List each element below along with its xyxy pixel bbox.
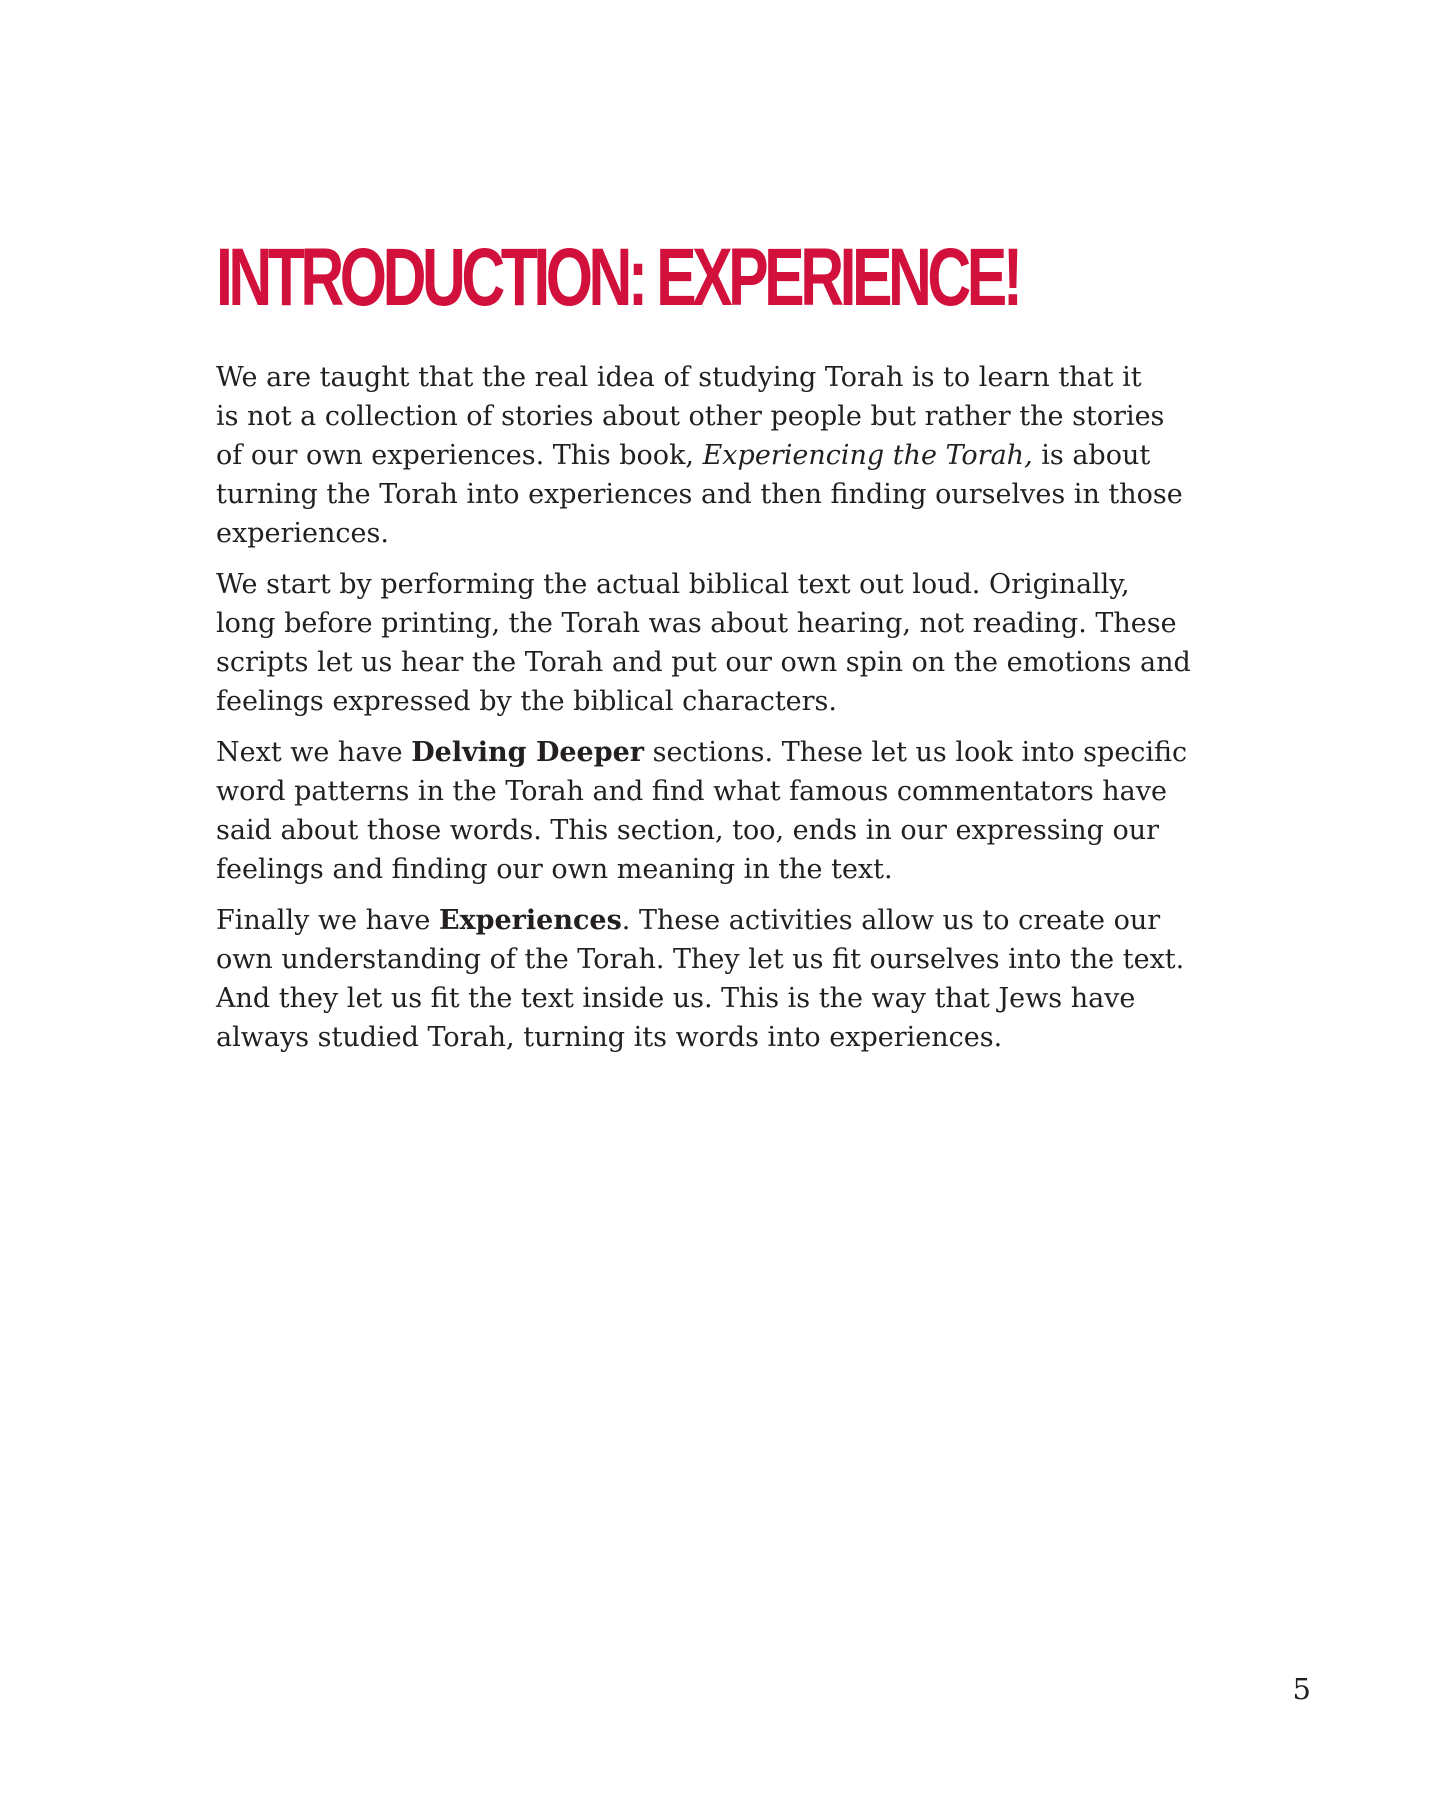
text-line xyxy=(216,979,1246,1018)
text-line xyxy=(216,850,1246,889)
paragraph xyxy=(216,901,1246,1057)
text-run: We start by performing the actual biblical text out loud. Originally, xyxy=(216,569,1130,600)
text-run: is about xyxy=(1032,440,1151,471)
italic-text: Experiencing the Torah, xyxy=(702,440,1033,471)
text-run: said about those words. This section, too, ends in our expressing our xyxy=(216,815,1160,846)
text-run: sections. These let us look into specific xyxy=(644,737,1188,768)
text-run: is not a collection of stories about other people but rather the stories xyxy=(216,401,1165,432)
text-run: Finally we have xyxy=(216,905,439,936)
text-run: feelings and finding our own meaning in the text. xyxy=(216,854,893,885)
text-run: word patterns in the Torah and find what famous commentators have xyxy=(216,776,1167,807)
text-run: long before printing, the Torah was about hearing, not reading. These xyxy=(216,608,1177,639)
text-line xyxy=(216,682,1246,721)
paragraph xyxy=(216,565,1246,721)
text-run: . These activities allow us to create our xyxy=(621,905,1161,936)
text-run: We are taught that the real idea of studying Torah is to learn that it xyxy=(216,362,1142,393)
text-line xyxy=(216,811,1246,850)
text-run: own understanding of the Torah. They let us fit ourselves into the text. xyxy=(216,944,1185,975)
text-line xyxy=(216,475,1246,514)
body-text xyxy=(216,358,1246,1069)
text-line xyxy=(216,514,1246,553)
paragraph xyxy=(216,358,1246,553)
text-run: feelings expressed by the biblical characters. xyxy=(216,686,837,717)
page-title: INTRODUCTION: EXPERIENCE! xyxy=(216,232,1019,323)
text-line xyxy=(216,772,1246,811)
text-line xyxy=(216,901,1246,940)
text-run: scripts let us hear the Torah and put our own spin on the emotions and xyxy=(216,647,1191,678)
text-line xyxy=(216,940,1246,979)
text-line xyxy=(216,643,1246,682)
bold-text: Experiences xyxy=(438,905,622,936)
page-number: 5 xyxy=(1292,1672,1311,1706)
text-line xyxy=(216,604,1246,643)
text-line xyxy=(216,733,1246,772)
text-run: experiences. xyxy=(216,518,389,549)
text-run: turning the Torah into experiences and then finding ourselves in those xyxy=(216,479,1183,510)
bold-text: Delving Deeper xyxy=(411,737,645,768)
text-line xyxy=(216,397,1246,436)
text-line xyxy=(216,436,1246,475)
text-run: And they let us fit the text inside us. This is the way that Jews have xyxy=(216,983,1136,1014)
text-run: Next we have xyxy=(216,737,412,768)
text-line xyxy=(216,565,1246,604)
text-run: always studied Torah, turning its words into experiences. xyxy=(216,1022,1003,1053)
paragraph xyxy=(216,733,1246,889)
text-line xyxy=(216,1018,1246,1057)
text-line xyxy=(216,358,1246,397)
text-run: of our own experiences. This book, xyxy=(216,440,703,471)
